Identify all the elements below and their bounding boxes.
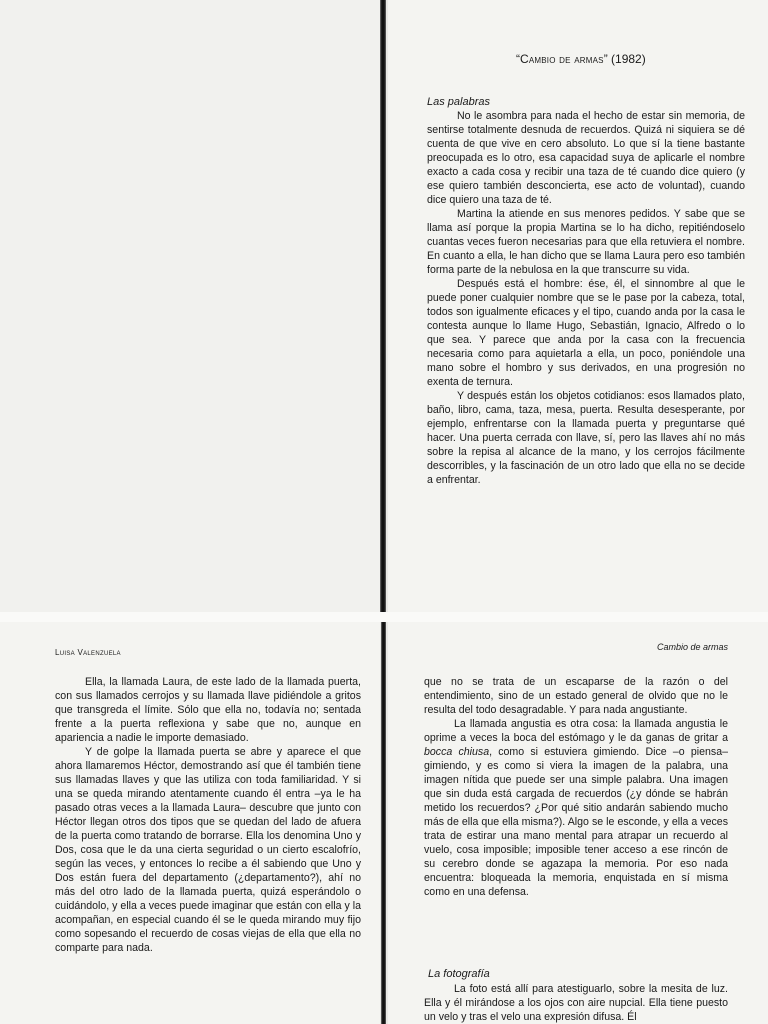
- section-heading-photo: La fotografía: [428, 968, 490, 980]
- body-text: [424, 675, 728, 899]
- paragraph: Y de golpe la llamada puerta se abre y aparece el que ahora llamaremos Héctor, demostrando así que él también tiene sus llamadas llaves y que las utiliza con toda familiaridad. Y si una se queda mirando atentamente cuando él entra –ya le ha pasado otras veces a la llamada Laura– descubre que junto con Héctor llegan otros dos tipos que se quedan del lado de afuera de la puerta como tratando de borrarse. Ella los denomina Uno y Dos, cosa que le da una cierta seguridad o un cierto escalofrío, según las veces, y entonces lo recibe a él sabiendo que Uno y Dos están fuera del departamento (¿departamento?), ahí no más del otro lado de la llamada puerta, quizá esperándolo o cuidándolo, y ella a veces puede imaginar que están con ella y la acompañan, en especial cuando él se le queda mirando muy fijo como sopesando el recuerdo de cosas viejas de ella que ella no comparte para nada.: [55, 746, 361, 954]
- page-gap: [0, 612, 768, 622]
- book-spine-shadow: [381, 622, 386, 1024]
- body-text: [55, 675, 361, 955]
- running-title: Cambio de armas: [656, 642, 728, 652]
- page-bottom-right: [388, 622, 768, 1024]
- paragraph: No le asombra para nada el hecho de estar sin memoria, de sentirse totalmente desnuda de recuerdos. Quizá ni siquiera se dé cuenta de que vive en cero absoluto. Lo que sí la tiene bastante preocupada es lo otro, esa capacidad suya de aplicarle el nombre exacto a cada cosa y recibir una taza de té cuando dice quiero (y ese quiero también desconcierta, ese acto de voluntad), cuando dice quiero una taza de té.: [427, 110, 745, 206]
- page-top-right: [388, 0, 768, 612]
- paragraph: Después está el hombre: ése, él, el sinnombre al que le puede poner cualquier nombre que se le pase por la cabeza, total, todos son igualmente eficaces y el tipo, cuando anda por la casa le contesta aunque lo llame Hugo, Sebastián, Ignacio, Alfredo o lo que sea. Y parece que anda por la casa con la frecuencia necesaria como para aquietarla a ella, un poco, poniéndole una mano sobre el hombro y sus derivados, en una progresión no exenta de ternura.: [427, 278, 745, 388]
- section-heading-words: Las palabras: [427, 96, 490, 108]
- paragraph: Y después están los objetos cotidianos: esos llamados plato, baño, libro, cama, taza, mesa, puerta. Resulta desesperante, por ejemplo, enfrentarse con la llamada puerta y preguntarse qué hacer. Una puerta cerrada con llave, sí, pero las llaves ahí no más sobre la repisa al alcance de la mano, y los cerrojos fácilmente descorribles, y la fascinación de un otro lado que ella no se decide a enfrentar.: [427, 390, 745, 486]
- paragraph: La foto está allí para atestiguarlo, sobre la mesita de luz. Ella y él mirándose a los ojos con aire nupcial. Ella tiene puesto un velo y tras el velo una expresión difusa. Él: [424, 983, 728, 1023]
- book-spine-shadow: [380, 0, 386, 612]
- paragraph: que no se trata de un escaparse de la razón o del entendimiento, sino de un estado general de olvido que no le resulta del todo desagradable. Y para nada angustiante.: [424, 676, 728, 716]
- body-text: [424, 982, 728, 1024]
- page-bottom-left: [0, 622, 380, 1024]
- running-author: Luisa Valenzuela: [55, 648, 121, 657]
- paragraph: Martina la atiende en sus menores pedidos. Y sabe que se llama así porque la propia Martina se lo ha dicho, repitiéndoselo cuantas veces fueron necesarias para que ella retuviera el nombre. En cuanto a ella, le han dicho que se llama Laura pero eso también forma parte de la nebulosa en la que transcurre su vida.: [427, 208, 745, 276]
- blank-page-top-left: [0, 0, 380, 612]
- paragraph: Ella, la llamada Laura, de este lado de la llamada puerta, con sus llamados cerrojos y su llamada llave pidiéndole a gritos que transgreda el límite. Sólo que ella no, todavía no; sentada frente a la puerta reflexiona y sabe que no, aunque en apariencia a nadie le importe demasiado.: [55, 676, 361, 744]
- body-text: [427, 109, 745, 487]
- paragraph: La llamada angustia es otra cosa: la llamada angustia le oprime a veces la boca del estómago y le da ganas de gritar a bocca chiusa, como si estuviera gimiendo. Dice –o piensa– gimiendo, y es como si viera la imagen de la palabra, una imagen nítida que puede ser una simple palabra. Una imagen que sin duda está cargada de recuerdos (¿y dónde se habrán metido los recuerdos? ¿Por qué sitio andarán sabiendo mucho más de ella que ella misma?). Algo se le esconde, y ella a veces trata de estirar una mano mental para atrapar un recuerdo al vuelo, cosa imposible; imposible tener acceso a ese rincón de su cerebro donde se agazapa la memoria. Por eso nada encuentra: bloqueada la memoria, enquistada en sí misma como en una defensa.: [424, 718, 728, 898]
- running-title: “Cambio de armas” (1982): [516, 52, 646, 66]
